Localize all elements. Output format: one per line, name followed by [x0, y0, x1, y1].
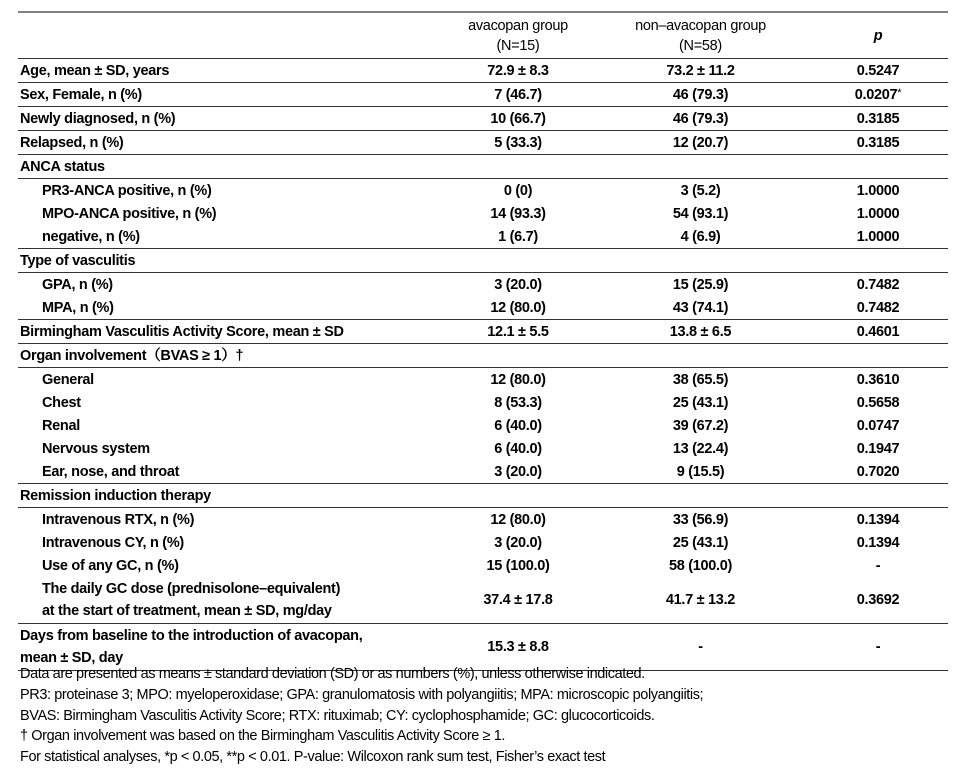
- cell-avacopan: 1 (6.7): [498, 228, 538, 245]
- cell-avacopan: 6 (40.0): [494, 440, 542, 457]
- row-label: [18, 108, 443, 130]
- row-label: [18, 485, 443, 507]
- cell-avacopan: 14 (93.3): [490, 205, 546, 222]
- cell-non-avacopan: 46 (79.3): [672, 110, 729, 127]
- table-row: [18, 59, 948, 83]
- cell-p-value: [808, 111, 948, 127]
- p-value: 0.0207: [854, 86, 898, 103]
- baseline-characteristics-table: [18, 11, 948, 671]
- row-label-line: Type of vasculitis: [20, 252, 136, 269]
- cell-avacopan: 0 (0): [503, 182, 533, 199]
- header-non-avacopan-title: non–avacopan group: [635, 17, 766, 34]
- row-label: [18, 438, 443, 460]
- row-label: [18, 509, 443, 531]
- cell-avacopan: 15 (100.0): [486, 557, 550, 574]
- row-label-line: ANCA status: [20, 158, 105, 175]
- cell-p-value: [808, 418, 948, 434]
- cell-p-value: [808, 229, 948, 245]
- p-value: 0.7020: [856, 463, 900, 480]
- p-value: 0.3185: [856, 134, 900, 151]
- cell-non-avacopan: 13.8 ± 6.5: [669, 323, 732, 340]
- row-label: [18, 274, 443, 296]
- cell-avacopan: 12 (80.0): [490, 371, 546, 388]
- table-section-header: [18, 155, 948, 179]
- table-section-header: [18, 484, 948, 508]
- cell-p-value: [808, 395, 948, 411]
- table-row: [18, 83, 948, 107]
- row-label-line: Renal: [42, 417, 80, 434]
- p-value: 0.5658: [856, 394, 900, 411]
- cell-p-value: [808, 464, 948, 480]
- table-row: [18, 414, 948, 437]
- p-value: 0.7482: [856, 299, 900, 316]
- p-value: 0.3185: [856, 110, 900, 127]
- table-row: [18, 391, 948, 414]
- cell-p-value: [808, 277, 948, 293]
- table-section-header: [18, 344, 948, 368]
- p-value: 0.1947: [856, 440, 900, 457]
- p-value: 0.4601: [856, 323, 900, 340]
- row-label: [18, 345, 443, 367]
- cell-non-avacopan: 25 (43.1): [672, 394, 729, 411]
- row-label-line: MPO-ANCA positive, n (%): [42, 205, 217, 222]
- header-avacopan: [443, 16, 593, 56]
- row-label-line: Chest: [42, 394, 81, 411]
- table-row: [18, 107, 948, 131]
- p-value: 0.0747: [856, 417, 900, 434]
- row-label-line: Age, mean ± SD, years: [20, 62, 170, 79]
- table-row: [18, 179, 948, 202]
- cell-avacopan: 15.3 ± 8.8: [487, 639, 549, 655]
- cell-non-avacopan: 43 (74.1): [672, 299, 729, 316]
- cell-avacopan: 12.1 ± 5.5: [487, 323, 549, 340]
- table-row: [18, 368, 948, 391]
- p-value: 0.1394: [856, 534, 900, 551]
- cell-non-avacopan: -: [698, 639, 703, 655]
- table-row: [18, 460, 948, 484]
- row-label: [18, 532, 443, 554]
- table-row: [18, 273, 948, 296]
- row-label: [18, 226, 443, 248]
- row-label: [18, 156, 443, 178]
- footnote: BVAS: Birmingham Vasculitis Activity Score; RTX: rituximab; CY: cyclophosphamide; GC: glucocorticoids.: [20, 707, 655, 724]
- row-label-line: Birmingham Vasculitis Activity Score, mean ± SD: [20, 323, 344, 340]
- table-row: [18, 320, 948, 344]
- table-row: [18, 508, 948, 531]
- cell-non-avacopan: 15 (25.9): [672, 276, 729, 293]
- cell-avacopan: 10 (66.7): [490, 110, 546, 127]
- cell-avacopan: 8 (53.3): [494, 394, 542, 411]
- cell-non-avacopan: 25 (43.1): [672, 534, 729, 551]
- p-value: 0.3692: [856, 592, 900, 608]
- cell-non-avacopan: 33 (56.9): [672, 511, 729, 528]
- table-header: [18, 13, 948, 59]
- cell-p-value: [808, 441, 948, 457]
- cell-non-avacopan: 3 (5.2): [680, 182, 721, 199]
- row-label: [18, 625, 443, 669]
- p-value: -: [875, 639, 881, 655]
- footnote: † Organ involvement was based on the Birmingham Vasculitis Activity Score ≥ 1.: [20, 728, 506, 745]
- table-row: [18, 437, 948, 460]
- cell-non-avacopan: 58 (100.0): [668, 557, 733, 574]
- row-label-line: General: [42, 371, 94, 388]
- row-label: [18, 132, 443, 154]
- row-label: [18, 203, 443, 225]
- cell-p-value: [808, 324, 948, 340]
- cell-avacopan: 72.9 ± 8.3: [487, 62, 549, 79]
- row-label: [18, 578, 443, 622]
- row-label: [18, 415, 443, 437]
- row-label-line: Ear, nose, and throat: [42, 463, 180, 480]
- table-row: [18, 131, 948, 155]
- row-label: [18, 84, 443, 106]
- cell-avacopan: 37.4 ± 17.8: [483, 592, 553, 608]
- cell-p-value: [808, 87, 948, 103]
- row-label: [18, 297, 443, 319]
- row-label-line: mean ± SD, day: [20, 650, 123, 666]
- row-label: [18, 250, 443, 272]
- table-row: [18, 554, 948, 577]
- footnote: For statistical analyses, *p < 0.05, **p < 0.01. P-value: Wilcoxon rank sum test, Fisher’s exact test: [20, 749, 606, 766]
- cell-avacopan: 3 (20.0): [494, 534, 542, 551]
- cell-avacopan: 12 (80.0): [490, 299, 546, 316]
- row-label-line: Days from baseline to the introduction of avacopan,: [20, 628, 363, 644]
- p-value: 0.3610: [856, 371, 900, 388]
- cell-non-avacopan: 54 (93.1): [672, 205, 729, 222]
- header-avacopan-title: avacopan group: [468, 17, 568, 34]
- row-label-line: Use of any GC, n (%): [42, 557, 179, 574]
- cell-p-value: [808, 183, 948, 199]
- p-value: 0.1394: [856, 511, 900, 528]
- row-label-line: Intravenous CY, n (%): [42, 534, 184, 551]
- cell-non-avacopan: 13 (22.4): [672, 440, 729, 457]
- header-p: p: [873, 27, 883, 44]
- cell-avacopan: 3 (20.0): [494, 463, 542, 480]
- cell-avacopan: 5 (33.3): [494, 134, 542, 151]
- row-label-line: MPA, n (%): [42, 299, 114, 316]
- row-label-line: Sex, Female, n (%): [20, 86, 142, 103]
- row-label-line: PR3-ANCA positive, n (%): [42, 182, 212, 199]
- row-label-line: Remission induction therapy: [20, 487, 211, 504]
- p-value: 1.0000: [856, 228, 900, 245]
- cell-p-value: [808, 372, 948, 388]
- header-non-avacopan: [593, 16, 808, 56]
- table-footnotes: [20, 664, 703, 768]
- cell-non-avacopan: 46 (79.3): [672, 86, 729, 103]
- row-label-line: Newly diagnosed, n (%): [20, 110, 176, 127]
- row-label: [18, 321, 443, 343]
- cell-non-avacopan: 73.2 ± 11.2: [666, 62, 735, 79]
- table-row: [18, 202, 948, 225]
- cell-p-value: [808, 300, 948, 316]
- table-row: [18, 296, 948, 320]
- row-label-line: Nervous system: [42, 440, 150, 457]
- row-label: [18, 555, 443, 577]
- significance-mark: *: [897, 86, 902, 99]
- cell-avacopan: 3 (20.0): [494, 276, 542, 293]
- p-value: -: [875, 557, 881, 574]
- table-row: [18, 577, 948, 624]
- cell-p-value: [808, 63, 948, 79]
- cell-p-value: [808, 535, 948, 551]
- cell-avacopan: 7 (46.7): [494, 86, 542, 103]
- table-row: [18, 531, 948, 554]
- cell-p-value: [808, 639, 948, 655]
- row-label: [18, 392, 443, 414]
- row-label-line: negative, n (%): [42, 228, 140, 245]
- p-value: 1.0000: [856, 205, 900, 222]
- cell-p-value: [808, 592, 948, 608]
- row-label: [18, 369, 443, 391]
- row-label: [18, 461, 443, 483]
- cell-non-avacopan: 38 (65.5): [672, 371, 729, 388]
- table-row: [18, 225, 948, 249]
- row-label-line: GPA, n (%): [42, 276, 113, 293]
- p-value: 1.0000: [856, 182, 900, 199]
- header-avacopan-n: (N=15): [496, 37, 540, 54]
- header-non-avacopan-n: (N=58): [679, 37, 722, 54]
- row-label-line: Organ involvement（BVAS ≥ 1）†: [20, 347, 244, 364]
- cell-p-value: [808, 558, 948, 574]
- cell-non-avacopan: 4 (6.9): [680, 228, 721, 245]
- cell-p-value: [808, 512, 948, 528]
- p-value: 0.5247: [856, 62, 900, 79]
- cell-avacopan: 12 (80.0): [490, 511, 546, 528]
- cell-p-value: [808, 135, 948, 151]
- row-label-line: Relapsed, n (%): [20, 134, 124, 151]
- row-label-line: Intravenous RTX, n (%): [42, 511, 195, 528]
- footnote: Data are presented as means ± standard deviation (SD) or as numbers (%), unless otherwise indicated.: [20, 666, 645, 682]
- p-value: 0.7482: [856, 276, 900, 293]
- cell-non-avacopan: 39 (67.2): [672, 417, 729, 434]
- footnote: PR3: proteinase 3; MPO: myeloperoxidase; GPA: granulomatosis with polyangiitis; MPA: microscopic polyangiitis;: [20, 686, 704, 703]
- row-label: [18, 180, 443, 202]
- cell-p-value: [808, 206, 948, 222]
- cell-non-avacopan: 41.7 ± 13.2: [665, 592, 736, 608]
- cell-avacopan: 6 (40.0): [494, 417, 542, 434]
- row-label-line: The daily GC dose (prednisolone–equivalent): [42, 581, 341, 597]
- row-label: [18, 60, 443, 82]
- table-section-header: [18, 249, 948, 273]
- cell-non-avacopan: 12 (20.7): [672, 134, 729, 151]
- cell-non-avacopan: 9 (15.5): [676, 463, 725, 480]
- row-label-line: at the start of treatment, mean ± SD, mg/day: [42, 603, 332, 619]
